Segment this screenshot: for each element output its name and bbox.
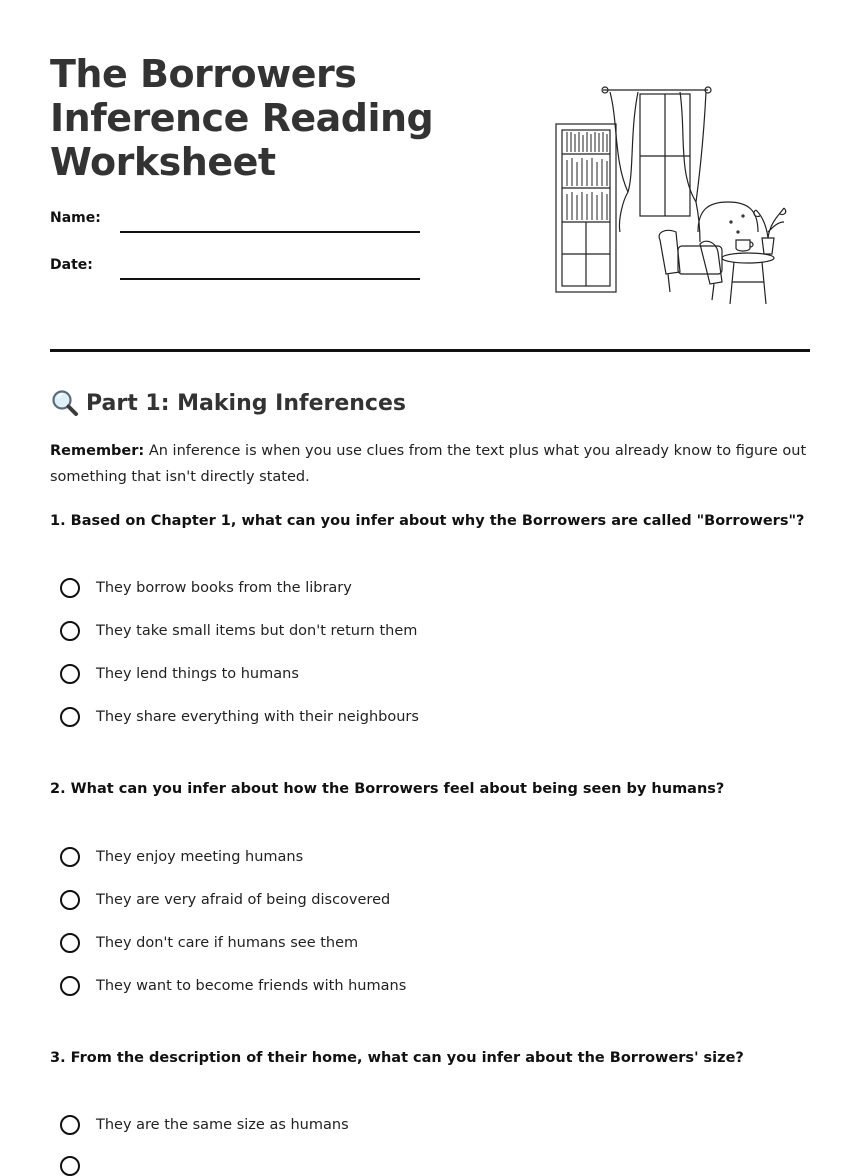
worksheet-title xyxy=(50,52,490,184)
option-label: They take small items but don't return them xyxy=(96,623,418,639)
header-divider xyxy=(50,349,810,352)
option-label: They are very afraid of being discovered xyxy=(96,892,391,908)
reading-room-illustration xyxy=(548,82,788,312)
option-3a[interactable] xyxy=(60,1115,349,1135)
radio-button[interactable] xyxy=(60,933,80,953)
option-1a[interactable] xyxy=(60,578,352,598)
option-label: They enjoy meeting humans xyxy=(96,849,304,865)
radio-button[interactable] xyxy=(60,1115,80,1135)
radio-button[interactable] xyxy=(60,890,80,910)
option-label: They borrow books from the library xyxy=(96,580,352,596)
radio-button[interactable] xyxy=(60,664,80,684)
option-label: They don't care if humans see them xyxy=(96,935,359,951)
title-line-3: Worksheet xyxy=(50,140,276,184)
option-label: They lend things to humans xyxy=(96,666,299,682)
window-icon xyxy=(602,87,711,242)
option-2b[interactable] xyxy=(60,890,390,910)
option-label: They want to become friends with humans xyxy=(96,978,407,994)
date-field-line[interactable] xyxy=(120,278,420,280)
radio-button[interactable] xyxy=(60,1156,80,1176)
question-3: 3. From the description of their home, what can you infer about the Borrowers' size? xyxy=(50,1050,744,1066)
date-label: Date: xyxy=(50,257,93,273)
part1-heading-text: Part 1: Making Inferences xyxy=(86,390,406,416)
question-1: 1. Based on Chapter 1, what can you infer about why the Borrowers are called "Borrowers"? xyxy=(50,513,805,529)
remember-note xyxy=(50,438,810,490)
option-2d[interactable] xyxy=(60,976,406,996)
name-field-line[interactable] xyxy=(120,231,420,233)
radio-button[interactable] xyxy=(60,976,80,996)
radio-button[interactable] xyxy=(60,707,80,727)
radio-button[interactable] xyxy=(60,621,80,641)
option-3b-partial[interactable] xyxy=(60,1156,96,1176)
option-1b[interactable] xyxy=(60,621,417,641)
radio-button[interactable] xyxy=(60,578,80,598)
title-line-2: Inference Reading xyxy=(50,96,434,140)
option-2c[interactable] xyxy=(60,933,358,953)
question-2: 2. What can you infer about how the Borrowers feel about being seen by humans? xyxy=(50,781,725,797)
title-line-1: The Borrowers xyxy=(50,52,357,96)
name-label: Name: xyxy=(50,210,101,226)
remember-text: An inference is when you use clues from the text plus what you already know to figure out something that isn't directly stated. xyxy=(50,443,807,485)
option-1c[interactable] xyxy=(60,664,299,684)
remember-label: Remember: xyxy=(50,443,145,459)
magnifying-glass-icon xyxy=(50,388,80,418)
radio-button[interactable] xyxy=(60,847,80,867)
option-label: They are the same size as humans xyxy=(96,1117,349,1133)
bookshelf-icon xyxy=(556,124,616,292)
option-label: They share everything with their neighbours xyxy=(96,709,419,725)
option-2a[interactable] xyxy=(60,847,303,867)
option-1d[interactable] xyxy=(60,707,419,727)
part1-heading xyxy=(50,388,406,418)
